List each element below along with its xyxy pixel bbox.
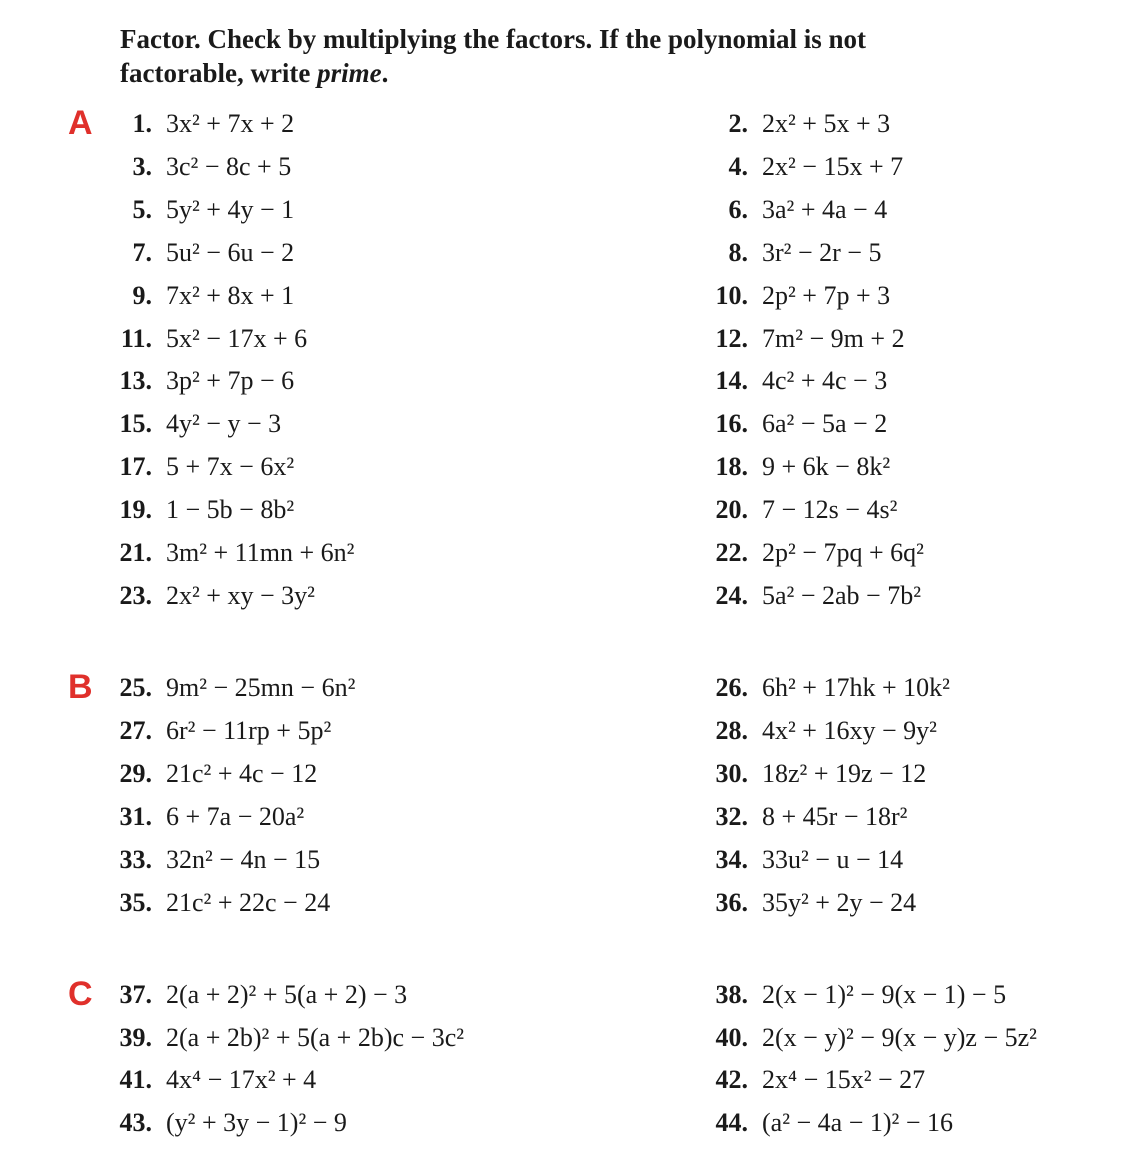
problem-expression: 21c² + 22c − 24 xyxy=(166,888,331,917)
problem-item xyxy=(100,146,291,188)
problem-expression: 2x² + 5x + 3 xyxy=(762,109,891,138)
problem-number: 2. xyxy=(728,109,748,138)
problem-expression: 6a² − 5a − 2 xyxy=(762,409,888,439)
problem-number: 26. xyxy=(715,673,748,702)
problem-expression: 2x² − 15x + 7 xyxy=(762,151,904,181)
problem-item xyxy=(100,275,294,317)
problem-expression: 2(a + 2)² + 5(a + 2) − 3 xyxy=(166,980,408,1009)
problem-expression: 35y² + 2y − 24 xyxy=(762,888,917,917)
problem-number: 42. xyxy=(715,1065,748,1095)
problem-number: 27. xyxy=(119,716,152,745)
problem-expression: 7x² + 8x + 1 xyxy=(166,280,295,310)
problem-number: 41. xyxy=(119,1065,152,1095)
problem-expression: 2(x − y)² − 9(x − y)z − 5z² xyxy=(762,1022,1037,1052)
problem-item xyxy=(100,232,294,274)
problem-number: 3. xyxy=(132,151,152,181)
problem-number: 35. xyxy=(119,888,152,917)
problem-expression: 7m² − 9m + 2 xyxy=(762,323,905,353)
problem-item xyxy=(696,446,890,488)
problem-item xyxy=(696,189,887,231)
problem-item xyxy=(696,403,887,445)
problem-expression: 5x² − 17x + 6 xyxy=(166,323,308,353)
problem-item xyxy=(696,1017,1037,1059)
problem-item xyxy=(100,710,331,752)
problem-item xyxy=(696,232,881,274)
problem-expression: (y² + 3y − 1)² − 9 xyxy=(166,1108,347,1138)
section-letter-c: C xyxy=(68,975,93,1013)
problem-expression: 6h² + 17hk + 10k² xyxy=(762,673,950,702)
problem-number: 31. xyxy=(119,802,152,831)
instructions-italic: prime xyxy=(317,58,382,88)
problem-expression: 3c² − 8c + 5 xyxy=(166,151,292,181)
problem-item xyxy=(696,796,907,838)
problem-number: 29. xyxy=(119,759,152,788)
problem-number: 13. xyxy=(119,366,152,396)
problem-expression: 2p² + 7p + 3 xyxy=(762,280,891,310)
problem-item xyxy=(100,403,281,445)
problem-item xyxy=(100,360,294,402)
problem-number: 12. xyxy=(715,323,748,353)
problem-expression: 5u² − 6u − 2 xyxy=(166,237,295,267)
problem-expression: 3p² + 7p − 6 xyxy=(166,366,295,396)
problem-number: 6. xyxy=(728,194,748,224)
problem-number: 4. xyxy=(728,151,748,181)
problem-number: 40. xyxy=(715,1022,748,1052)
section-letter-b: B xyxy=(68,668,93,706)
problem-item xyxy=(696,146,903,188)
problem-number: 5. xyxy=(132,194,152,224)
problem-item xyxy=(696,1102,953,1144)
problem-expression: 8 + 45r − 18r² xyxy=(762,802,908,831)
problem-item xyxy=(696,753,926,795)
problem-number: 24. xyxy=(715,580,748,610)
instructions-end: . xyxy=(381,58,389,88)
problem-item xyxy=(100,318,307,360)
problem-expression: 6r² − 11rp + 5p² xyxy=(166,716,332,745)
problem-number: 10. xyxy=(715,280,748,310)
problem-expression: (a² − 4a − 1)² − 16 xyxy=(762,1108,953,1138)
problem-item xyxy=(100,532,354,574)
problem-number: 16. xyxy=(715,409,748,439)
problem-expression: 2(a + 2b)² + 5(a + 2b)c − 3c² xyxy=(166,1022,465,1052)
problem-item xyxy=(100,1017,464,1059)
problem-number: 19. xyxy=(119,495,152,525)
problem-expression: 7 − 12s − 4s² xyxy=(762,495,898,525)
problem-expression: 2x⁴ − 15x² − 27 xyxy=(762,1065,926,1095)
problem-item xyxy=(696,575,921,617)
problem-expression: 9m² − 25mn − 6n² xyxy=(166,673,356,702)
problem-item xyxy=(100,489,294,531)
problem-expression: 6 + 7a − 20a² xyxy=(166,802,305,831)
problem-number: 23. xyxy=(119,580,152,610)
problem-expression: 2x² + xy − 3y² xyxy=(166,580,315,610)
problem-item xyxy=(696,839,903,881)
problem-number: 38. xyxy=(715,980,748,1009)
problem-expression: 5y² + 4y − 1 xyxy=(166,194,295,224)
problem-item xyxy=(696,318,905,360)
problem-expression: 33u² − u − 14 xyxy=(762,845,904,874)
problem-item xyxy=(100,753,317,795)
problem-number: 44. xyxy=(715,1108,748,1138)
problem-item xyxy=(696,489,897,531)
problem-expression: 5 + 7x − 6x² xyxy=(166,452,295,482)
problem-number: 33. xyxy=(119,845,152,874)
problem-item xyxy=(696,275,890,317)
problem-item xyxy=(100,446,294,488)
problem-number: 20. xyxy=(715,495,748,525)
problem-number: 15. xyxy=(119,409,152,439)
problem-expression: 2(x − 1)² − 9(x − 1) − 5 xyxy=(762,980,1007,1009)
problem-number: 21. xyxy=(119,538,152,567)
problem-expression: 3x² + 7x + 2 xyxy=(166,109,295,138)
problem-expression: 3r² − 2r − 5 xyxy=(762,237,882,267)
problem-number: 1. xyxy=(132,109,152,138)
problem-item xyxy=(100,796,304,838)
problem-number: 17. xyxy=(119,452,152,482)
problem-item xyxy=(696,710,937,752)
instructions-text: Factor. Check by multiplying the factors. If the polynomial is not factorable, write xyxy=(120,24,867,88)
problem-item xyxy=(696,532,924,574)
problem-expression: 3m² + 11mn + 6n² xyxy=(166,538,355,567)
section-letter-a: A xyxy=(68,104,93,142)
problem-expression: 4y² − y − 3 xyxy=(166,409,282,439)
problem-number: 30. xyxy=(715,759,748,788)
problem-item xyxy=(696,103,890,145)
problem-item xyxy=(100,103,294,145)
problem-item xyxy=(100,974,407,1016)
problem-number: 43. xyxy=(119,1108,152,1138)
problem-number: 32. xyxy=(715,802,748,831)
problem-item xyxy=(100,575,315,617)
problem-number: 39. xyxy=(119,1022,152,1052)
problem-expression: 4x² + 16xy − 9y² xyxy=(762,716,937,745)
problem-number: 36. xyxy=(715,888,748,917)
instructions xyxy=(120,22,980,90)
problem-number: 34. xyxy=(715,845,748,874)
problem-number: 7. xyxy=(132,237,152,267)
problem-item xyxy=(100,882,330,924)
problem-item xyxy=(696,667,950,709)
problem-number: 9. xyxy=(132,280,152,310)
problem-number: 14. xyxy=(715,366,748,396)
problem-expression: 5a² − 2ab − 7b² xyxy=(762,580,921,610)
problem-number: 37. xyxy=(119,980,152,1009)
problem-item xyxy=(696,974,1006,1016)
problem-number: 11. xyxy=(120,323,152,353)
problem-expression: 18z² + 19z − 12 xyxy=(762,759,927,788)
problem-number: 8. xyxy=(728,237,748,267)
problem-expression: 4c² + 4c − 3 xyxy=(762,366,888,396)
problem-item xyxy=(100,1102,347,1144)
problem-item xyxy=(100,189,294,231)
problem-expression: 32n² − 4n − 15 xyxy=(166,845,321,874)
problem-expression: 9 + 6k − 8k² xyxy=(762,452,891,482)
problem-item xyxy=(696,882,916,924)
problem-number: 22. xyxy=(715,538,748,567)
problem-number: 18. xyxy=(715,452,748,482)
problem-item xyxy=(100,1059,316,1101)
problem-item xyxy=(696,1059,925,1101)
problem-item xyxy=(100,839,320,881)
problem-item xyxy=(696,360,887,402)
problem-expression: 2p² − 7pq + 6q² xyxy=(762,538,924,567)
problem-expression: 1 − 5b − 8b² xyxy=(166,495,295,525)
problem-expression: 21c² + 4c − 12 xyxy=(166,759,318,788)
problem-number: 28. xyxy=(715,716,748,745)
problem-expression: 4x⁴ − 17x² + 4 xyxy=(166,1065,317,1095)
problem-number: 25. xyxy=(119,673,152,702)
problem-item xyxy=(100,667,355,709)
problem-expression: 3a² + 4a − 4 xyxy=(762,194,888,224)
